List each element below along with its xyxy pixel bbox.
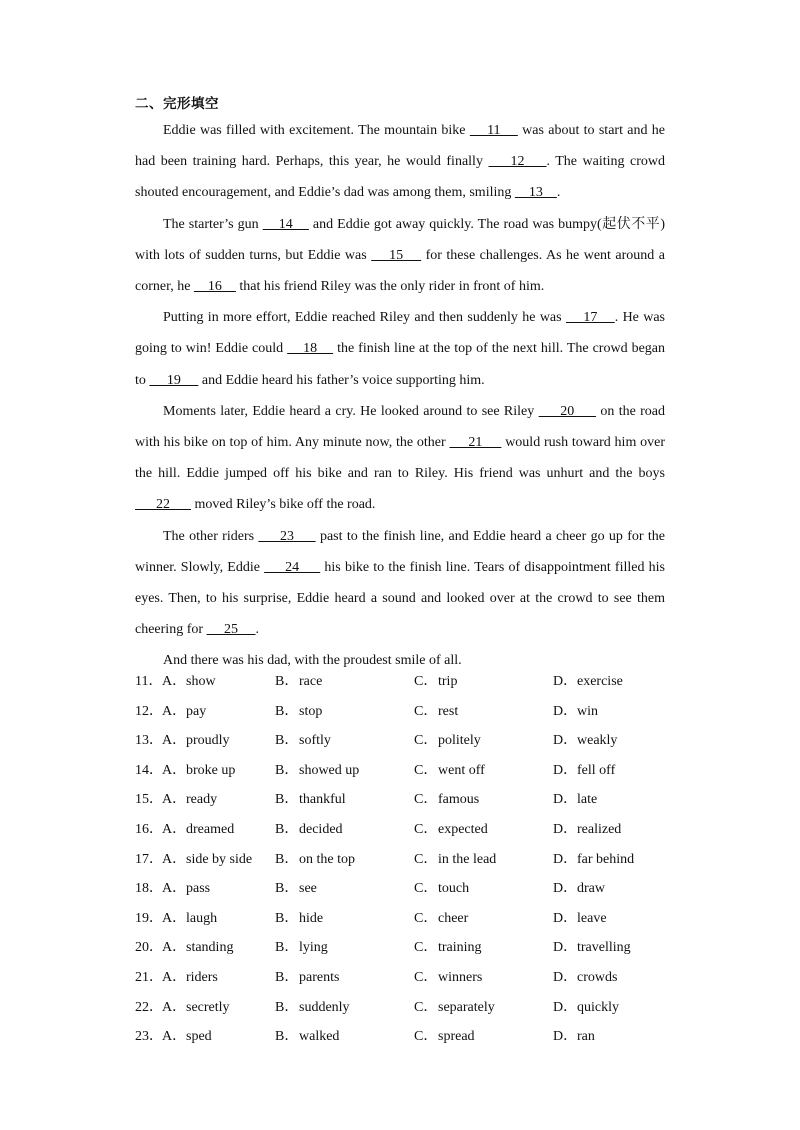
option-c	[414, 697, 458, 727]
option-text: on the top	[299, 851, 355, 867]
option-letter: D．	[553, 940, 578, 956]
question-options-row	[135, 697, 695, 727]
option-a	[162, 845, 252, 875]
option-a	[162, 993, 230, 1023]
passage-text: was about to start and he had been training hard. Perhaps, this year, he would finally	[135, 123, 666, 170]
passage-text: . He was going to win! Eddie could	[135, 310, 666, 357]
passage-text: .	[255, 622, 260, 638]
option-a	[162, 815, 234, 845]
option-d	[553, 1022, 595, 1052]
option-text: went off	[438, 762, 485, 778]
option-letter: D．	[553, 1029, 578, 1045]
passage-text: Eddie was filled with excitement. The mountain bike	[163, 123, 470, 138]
option-letter: D．	[553, 851, 578, 867]
option-c	[414, 756, 485, 786]
option-text: ran	[577, 1029, 595, 1045]
option-letter: D．	[553, 821, 578, 837]
question-options-row	[135, 756, 695, 786]
answer-blank: 18	[287, 341, 334, 357]
passage-paragraph	[135, 521, 665, 646]
option-text: pay	[186, 703, 207, 719]
option-c	[414, 963, 482, 993]
option-letter: B．	[275, 821, 299, 837]
option-b	[275, 874, 317, 904]
option-text: cheer	[438, 910, 469, 926]
option-b	[275, 1022, 339, 1052]
option-c	[414, 726, 481, 756]
option-b	[275, 785, 346, 815]
option-d	[553, 697, 598, 727]
option-text: exercise	[577, 674, 623, 689]
option-a	[162, 963, 218, 993]
option-a	[162, 667, 216, 697]
option-c	[414, 933, 482, 963]
question-number: 21．	[135, 969, 163, 985]
question-options-row	[135, 845, 695, 875]
option-d	[553, 933, 631, 963]
option-d	[553, 993, 619, 1023]
option-c	[414, 1022, 475, 1052]
option-d	[553, 845, 634, 875]
question-options-row	[135, 667, 695, 697]
option-letter: B．	[275, 910, 299, 926]
option-text: spread	[438, 1029, 475, 1045]
passage-text: moved Riley’s bike off the road.	[191, 497, 376, 513]
option-c	[414, 874, 469, 904]
option-text: politely	[438, 733, 481, 749]
option-text: crowds	[577, 969, 618, 985]
question-options-row	[135, 933, 695, 963]
question-number: 17．	[135, 851, 163, 867]
option-letter: D．	[553, 999, 578, 1015]
passage-text: and Eddie heard his father’s voice supporting him.	[198, 372, 485, 388]
passage-text: and Eddie got away quickly. The road was bumpy(起伏不平) with lots of sudden turns, but Eddie was	[135, 216, 665, 263]
option-letter: A．	[162, 999, 187, 1015]
option-d	[553, 667, 623, 697]
option-text: race	[299, 674, 323, 689]
answer-blank: 11	[469, 123, 518, 138]
option-c	[414, 667, 457, 697]
option-text: side by side	[186, 851, 253, 867]
question-options-row	[135, 1022, 695, 1052]
option-b	[275, 933, 328, 963]
option-letter: A．	[162, 969, 187, 985]
option-text: realized	[577, 821, 622, 837]
option-b	[275, 904, 323, 934]
option-c	[414, 815, 488, 845]
option-letter: D．	[553, 703, 578, 719]
option-letter: A．	[162, 821, 187, 837]
option-text: famous	[438, 792, 480, 808]
answer-blank: 23	[258, 528, 316, 544]
answer-blank: 17	[565, 310, 615, 326]
question-options-row	[135, 874, 695, 904]
option-text: expected	[438, 821, 488, 837]
option-text: standing	[186, 940, 234, 956]
option-text: softly	[299, 733, 331, 749]
options-list	[135, 667, 695, 1052]
option-letter: A．	[162, 940, 187, 956]
option-text: touch	[438, 881, 470, 897]
option-c	[414, 904, 468, 934]
option-text: winners	[438, 969, 483, 985]
option-letter: C．	[414, 910, 438, 926]
option-text: dreamed	[186, 821, 235, 837]
passage-text: And there was his dad, with the proudest smile of all.	[163, 653, 462, 669]
question-number: 12．	[135, 703, 163, 719]
passage-text: Putting in more effort, Eddie reached Riley and then suddenly he was	[163, 310, 566, 326]
question-number: 18．	[135, 881, 163, 897]
option-letter: B．	[275, 703, 299, 719]
option-letter: B．	[275, 1029, 299, 1045]
option-letter: A．	[162, 674, 187, 689]
question-number: 23．	[135, 1029, 163, 1045]
option-text: walked	[299, 1029, 340, 1045]
option-letter: A．	[162, 733, 187, 749]
option-text: proudly	[186, 733, 230, 749]
option-letter: B．	[275, 674, 299, 689]
answer-blank: 22	[135, 497, 191, 513]
option-text: showed up	[299, 762, 360, 778]
option-b	[275, 993, 350, 1023]
option-text: win	[577, 703, 598, 719]
option-text: riders	[186, 969, 218, 985]
question-options-row	[135, 815, 695, 845]
option-letter: C．	[414, 940, 438, 956]
answer-blank: 12	[488, 154, 547, 170]
option-letter: B．	[275, 792, 299, 808]
option-text: trip	[438, 674, 458, 689]
option-text: fell off	[577, 762, 616, 778]
option-text: training	[438, 940, 482, 956]
answer-blank: 20	[538, 403, 597, 419]
option-text: ready	[186, 792, 218, 808]
option-letter: B．	[275, 851, 299, 867]
passage-text: his bike to the finish line. Tears of disappointment filled his eyes. Then, to his surprise, Eddie heard a sound and looked over at the crowd to see them cheering for	[135, 559, 666, 638]
passage-paragraph	[135, 115, 665, 209]
option-text: sped	[186, 1029, 212, 1045]
answer-blank: 14	[262, 216, 309, 232]
option-text: rest	[438, 703, 459, 719]
passage-text: The starter’s gun	[163, 216, 263, 232]
option-letter: C．	[414, 969, 438, 985]
option-text: in the lead	[438, 851, 497, 867]
option-a	[162, 726, 230, 756]
option-b	[275, 963, 339, 993]
option-text: suddenly	[299, 999, 350, 1015]
option-text: far behind	[577, 851, 635, 867]
option-letter: D．	[553, 674, 578, 689]
passage-text: .	[556, 185, 561, 201]
passage-paragraph	[135, 209, 665, 303]
answer-blank: 15	[371, 247, 422, 263]
option-letter: B．	[275, 762, 299, 778]
option-text: parents	[299, 969, 340, 985]
option-d	[553, 874, 605, 904]
option-letter: B．	[275, 999, 299, 1015]
option-b	[275, 667, 322, 697]
question-options-row	[135, 726, 695, 756]
option-b	[275, 815, 343, 845]
option-d	[553, 726, 617, 756]
answer-blank: 21	[449, 435, 502, 451]
option-text: separately	[438, 999, 495, 1015]
passage-text: The other riders	[163, 528, 259, 544]
option-text: secretly	[186, 999, 230, 1015]
option-text: quickly	[577, 999, 619, 1015]
option-letter: A．	[162, 1029, 187, 1045]
option-c	[414, 785, 479, 815]
option-letter: C．	[414, 881, 438, 897]
option-text: draw	[577, 881, 605, 897]
answer-blank: 19	[149, 372, 199, 388]
option-d	[553, 785, 597, 815]
option-letter: C．	[414, 821, 438, 837]
option-letter: B．	[275, 733, 299, 749]
option-letter: A．	[162, 851, 187, 867]
option-a	[162, 904, 217, 934]
option-text: show	[186, 674, 216, 689]
question-number: 20．	[135, 940, 163, 956]
answer-blank: 25	[206, 622, 256, 638]
option-text: hide	[299, 910, 324, 926]
question-number: 22．	[135, 999, 163, 1015]
passage-paragraph	[135, 396, 665, 521]
option-a	[162, 1022, 212, 1052]
section-title: 二、完形填空	[135, 96, 219, 112]
question-number: 11．	[135, 674, 163, 689]
option-letter: C．	[414, 851, 438, 867]
option-letter: D．	[553, 792, 578, 808]
option-text: leave	[577, 910, 607, 926]
passage-text: that his friend Riley was the only rider in front of him.	[235, 279, 545, 295]
question-number: 15．	[135, 792, 163, 808]
option-text: laugh	[186, 910, 218, 926]
option-text: broke up	[186, 762, 236, 778]
option-d	[553, 963, 617, 993]
option-d	[553, 904, 607, 934]
option-letter: B．	[275, 940, 299, 956]
question-options-row	[135, 963, 695, 993]
option-text: stop	[299, 703, 323, 719]
option-text: thankful	[299, 792, 346, 808]
option-letter: C．	[414, 999, 438, 1015]
option-text: weakly	[577, 733, 618, 749]
passage-text: Moments later, Eddie heard a cry. He looked around to see Riley	[163, 403, 539, 419]
option-letter: A．	[162, 703, 187, 719]
option-c	[414, 993, 495, 1023]
option-d	[553, 756, 615, 786]
option-b	[275, 726, 331, 756]
option-letter: D．	[553, 881, 578, 897]
option-a	[162, 874, 210, 904]
passage-text: for these challenges. As he went around a corner, he	[135, 247, 666, 295]
option-text: see	[299, 881, 317, 897]
option-a	[162, 933, 233, 963]
option-c	[414, 845, 496, 875]
passage-text: on the road with his bike on top of him. Any minute now, the other	[135, 403, 666, 451]
option-text: pass	[186, 881, 211, 897]
option-d	[553, 815, 621, 845]
question-number: 13．	[135, 733, 163, 749]
passage-text: the finish line at the top of the next hill. The crowd began to	[135, 341, 665, 388]
option-letter: D．	[553, 762, 578, 778]
option-letter: A．	[162, 792, 187, 808]
option-letter: D．	[553, 910, 578, 926]
option-text: travelling	[577, 940, 631, 956]
question-options-row	[135, 993, 695, 1023]
option-letter: D．	[553, 969, 578, 985]
option-letter: A．	[162, 881, 187, 897]
option-a	[162, 697, 206, 727]
question-number: 19．	[135, 910, 163, 926]
passage-text: would rush toward him over the hill. Eddie jumped off his bike and ran to Riley. His friend was unhurt and the boys	[135, 435, 666, 482]
option-letter: A．	[162, 762, 187, 778]
option-letter: C．	[414, 674, 438, 689]
option-letter: C．	[414, 733, 438, 749]
question-options-row	[135, 904, 695, 934]
passage-text: . The waiting crowd shouted encouragement, and Eddie’s dad was among them, smiling	[135, 154, 666, 201]
option-letter: A．	[162, 910, 187, 926]
option-letter: C．	[414, 1029, 438, 1045]
option-letter: C．	[414, 792, 438, 808]
option-b	[275, 845, 355, 875]
answer-blank: 13	[514, 185, 557, 201]
cloze-passage	[135, 115, 665, 677]
option-b	[275, 756, 359, 786]
answer-blank: 24	[264, 559, 321, 575]
option-letter: B．	[275, 969, 299, 985]
option-letter: C．	[414, 762, 438, 778]
option-letter: B．	[275, 881, 299, 897]
passage-paragraph	[135, 302, 665, 396]
option-text: lying	[299, 940, 328, 956]
option-a	[162, 785, 217, 815]
option-a	[162, 756, 235, 786]
option-b	[275, 697, 322, 727]
option-text: late	[577, 792, 598, 808]
question-options-row	[135, 785, 695, 815]
passage-text: past to the finish line, and Eddie heard a cheer go up for the winner. Slowly, Eddie	[135, 528, 666, 575]
option-text: decided	[299, 821, 343, 837]
option-letter: C．	[414, 703, 438, 719]
answer-blank: 16	[193, 279, 236, 295]
option-letter: D．	[553, 733, 578, 749]
question-number: 14．	[135, 762, 163, 778]
question-number: 16．	[135, 821, 163, 837]
